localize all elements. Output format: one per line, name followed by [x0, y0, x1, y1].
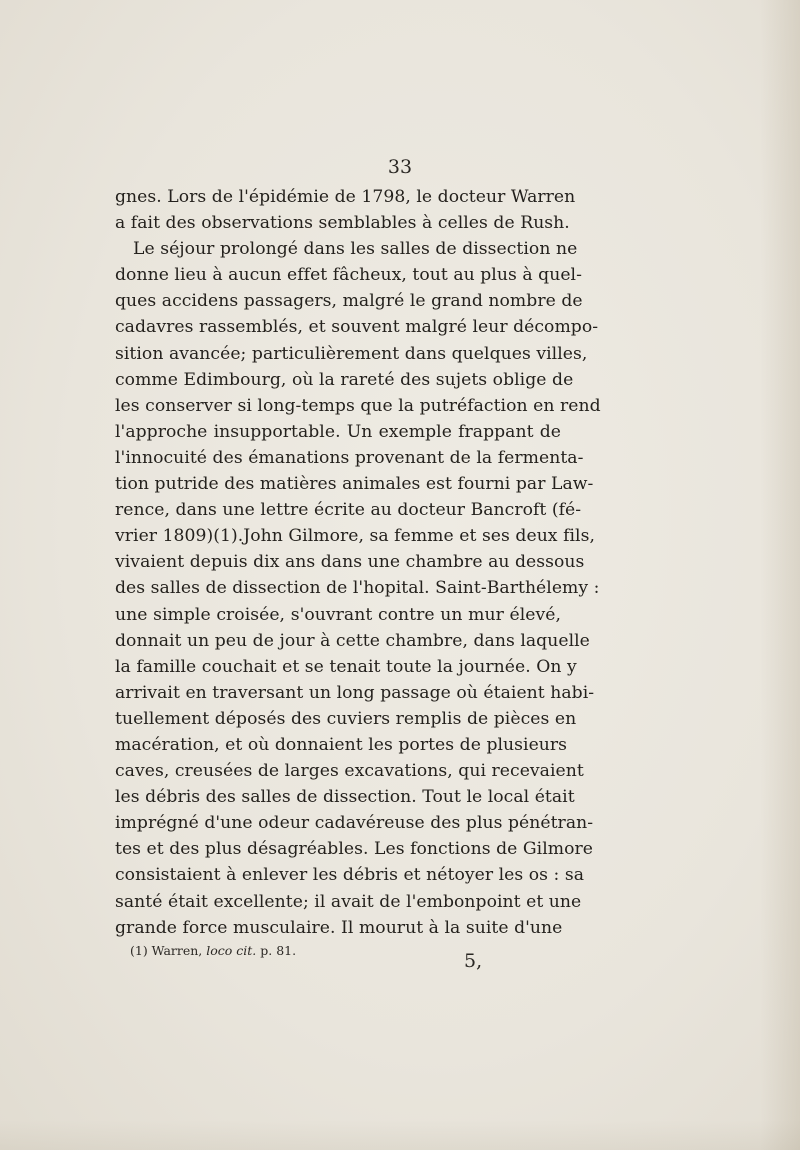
text-line: arrivait en traversant un long passage où étaient habi-	[115, 682, 595, 703]
signature-mark: 5,	[464, 950, 483, 972]
footnote-reference: loco cit.	[206, 943, 257, 958]
text-line: Le séjour prolongé dans les salles de dissection ne	[133, 239, 578, 260]
text-line: tuellement déposés des cuviers remplis de pièces en	[115, 708, 577, 729]
text-line: les conserver si long-temps que la putréfaction en rend	[115, 395, 601, 416]
text-line: consistaient à enlever les débris et nétoyer les os : sa	[115, 865, 585, 886]
text-line: une simple croisée, s'ouvrant contre un mur élevé,	[115, 604, 561, 625]
text-line: comme Edimbourg, où la rareté des sujets oblige de	[115, 369, 574, 390]
page-bottom-shadow	[0, 1120, 800, 1150]
text-line: sition avancée; particulièrement dans quelques villes,	[115, 343, 588, 364]
text-line: l'innocuité des émanations provenant de la fermenta-	[115, 447, 584, 468]
text-line: la famille couchait et se tenait toute la journée. On y	[115, 656, 577, 677]
text-line: ques accidens passagers, malgré le grand nombre de	[115, 291, 583, 312]
text-line: tion putride des matières animales est fourni par Law-	[115, 474, 594, 495]
text-line: imprégné d'une odeur cadavéreuse des plus pénétran-	[115, 813, 594, 834]
text-line: a fait des observations semblables à celles de Rush.	[115, 213, 570, 234]
text-line: cadavres rassemblés, et souvent malgré leur décompo-	[115, 317, 599, 338]
text-line: donnait un peu de jour à cette chambre, dans laquelle	[115, 630, 590, 651]
text-line: caves, creusées de larges excavations, qui recevaient	[115, 761, 584, 782]
text-line: grande force musculaire. Il mourut à la suite d'une	[115, 917, 563, 938]
footnote-page: p. 81.	[260, 943, 297, 958]
text-line: santé était excellente; il avait de l'embonpoint et une	[115, 891, 582, 912]
text-line: l'approche insupportable. Un exemple frappant de	[115, 421, 561, 442]
page-number: 33	[387, 156, 413, 178]
text-line: macération, et où donnaient les portes de plusieurs	[115, 734, 568, 755]
text-line: rence, dans une lettre écrite au docteur Bancroft (fé-	[115, 500, 582, 521]
text-line: vrier 1809)(1).John Gilmore, sa femme et ses deux fils,	[115, 526, 595, 547]
footnote	[130, 943, 296, 958]
text-line: gnes. Lors de l'épidémie de 1798, le docteur Warren	[115, 187, 576, 207]
text-line: donne lieu à aucun effet fâcheux, tout au plus à quel-	[115, 265, 582, 286]
body-text	[115, 184, 601, 941]
text-line: vivaient depuis dix ans dans une chambre au dessous	[115, 552, 585, 573]
text-line: des salles de dissection de l'hopital. Saint-Barthélemy :	[115, 578, 600, 599]
footnote-author: (1) Warren,	[130, 943, 203, 958]
text-line: les débris des salles de dissection. Tout le local était	[115, 787, 575, 808]
text-line: tes et des plus désagréables. Les fonctions de Gilmore	[115, 839, 593, 860]
